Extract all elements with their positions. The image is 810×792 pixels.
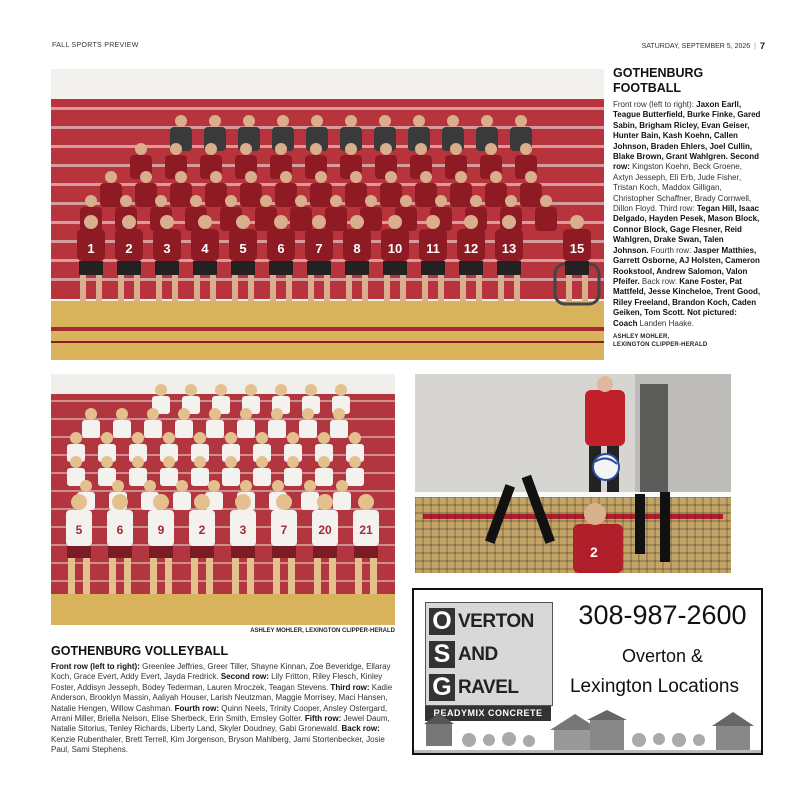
jersey-number: 21 [359,523,373,537]
page-header-right [642,41,765,51]
roster-label: Back row: [339,724,380,734]
roster-label: Third row: [328,682,370,692]
football-roster [613,100,761,329]
section-label: FALL SPORTS PREVIEW [52,42,139,49]
roster-label: Back row: [639,276,678,286]
volleyball-team-photo [51,374,395,625]
roster-names: Kane Foster, Pat Mattfeld, Jesse Kincheloe, Trent Good, Riley Freeland, Brandon Koch, Caden Geiken, Tom Scott. Not pictured: [613,276,761,318]
roster-label: Coach [613,318,638,328]
page-number: 7 [759,41,765,51]
jersey-number: 5 [239,241,247,256]
osg-advertisement[interactable] [412,588,763,755]
jersey-number: 1 [87,241,95,256]
jersey-number: 15 [569,241,585,256]
jersey-number: 3 [239,523,247,537]
jersey-number: 5 [75,523,83,537]
roster-names: Greenlee Jeffries, Greer Tiller, Shayne Kinnan, Zoe Beveridge, Ellaray Koch, Grace Evert, Addy Evert, Jayda Fredrick. [51,662,391,682]
issue-date: SATURDAY, SEPTEMBER 5, 2026 [641,42,751,50]
action-jersey-number: 2 [590,544,598,560]
football-team-photo [51,69,604,360]
jersey-number: 2 [125,241,133,256]
roster-names: Kenzie Rubenthaler, Brett Terrell, Kim Jorgenson, Bryson Mahlberg, Jami Stortenbecker, Josie Paul, Sami Stephens. [51,734,385,755]
jersey-number: 6 [116,523,124,537]
jersey-number: 10 [387,241,403,256]
roster-names: Landen Haake. [637,318,694,328]
jersey-number: 13 [501,241,517,256]
osg-logo: O VERTON S AND G RAVEL [425,602,553,706]
roster-names: Quinn Neels, Trinity Cooper, Ansley Ostergard, Arrani Miller, Briella Nelson, Elise Sherbeck, Erin Smith, Emsley Golter. [51,703,388,724]
jersey-number: 8 [353,241,361,256]
roster-label: Second row: [613,152,759,172]
jersey-number: 4 [201,241,209,256]
roster-names: Lily Fritton, Riley Flesch, Kinley Foster, Addisyn Jesseph, Bodey Tederman, Lauren Mroczek, Teagan Stevens. [51,672,383,692]
football-photo-credit: ASHLEY MOHLER, LEXINGTON CLIPPER-HERALD [613,333,708,348]
roster-label: Second row: [218,672,269,682]
jersey-number: 11 [426,241,440,256]
jersey-number: 9 [157,523,165,537]
roster-names: Jewel Daum, Natalie Sitorius, Tenley Richards, Liberty Land, Skyler Doudney, Gabi Gronewald. [51,714,390,734]
roster-names: Tegan Hill, Isaac Delgado, Hayden Pesek, Mason Block, Connor Block, Gage Flesner, Reid Wahlgren, Drake Swan, Talen Johnson. [613,204,760,255]
jersey-number: 7 [315,241,323,256]
roster-label: Third row: [657,204,695,214]
jersey-number: 12 [463,241,479,256]
volleyball-roster [51,662,396,756]
roster-label: Fifth row: [302,714,342,724]
volleyball-action-photo [415,374,731,573]
roster-names: Jasper Matthies, Garrett Osborne, AJ Holsten, Cameron Rookstool, Andrew Salomon, Valon Pfeifer. [613,245,760,286]
roster-label: Front row (left to right): [613,100,694,109]
locations-line1: Overton & [621,646,704,666]
volleyball-photo-credit: ASHLEY MOHLER, LEXINGTON CLIPPER-HERALD [250,628,395,634]
roster-label: Fourth row: [648,245,692,255]
phone-number[interactable]: 308-987-2600 [578,600,747,630]
locations-line2: Lexington Locations [569,676,739,697]
jersey-number: 6 [277,241,285,256]
house-illustration [414,710,761,755]
jersey-number: 20 [318,523,332,537]
volleyball-caption [51,644,396,756]
roster-names: Kingston Koehn, Beck Groene, Axtyn Jesseph, Eli Erb, Jude Fisher, Tristan Koch, Maddox Gilligan, Christopher Schaffner, Brady Cornwell, Dillon Floyd. [613,162,752,214]
jersey-number: 2 [198,523,206,537]
roster-label: Front row (left to right): [51,662,140,671]
jersey-number: 3 [163,241,171,256]
readymix-label: READYMIX CONCRETE [425,706,551,721]
jersey-number: 7 [280,523,288,537]
volleyball-title: GOTHENBURG VOLLEYBALL [51,644,229,658]
roster-names: Jaxon Earll, Teague Butterfield, Burke Finke, Gared Sabin, Brigham Ricley, Evan Geiser, Hunter Bain, Kash Koehn, Callen Johnson, Braden Ehlers, Joel Cullin, Blake Brown, Grant Wahlgren. [613,100,761,162]
football-caption [613,66,761,349]
football-title: GOTHENBURG FOOTBALL [613,66,704,95]
roster-names: Kadie Anderson, Brooklyn Massin, Aaliyah Houser, Larish Neutzman, Maggie Morrisey, Maci Hansen, Natalie Hengen, Willow Cashman. [51,682,393,713]
header-separator: | [754,42,756,50]
roster-label: Fourth row: [172,703,220,713]
